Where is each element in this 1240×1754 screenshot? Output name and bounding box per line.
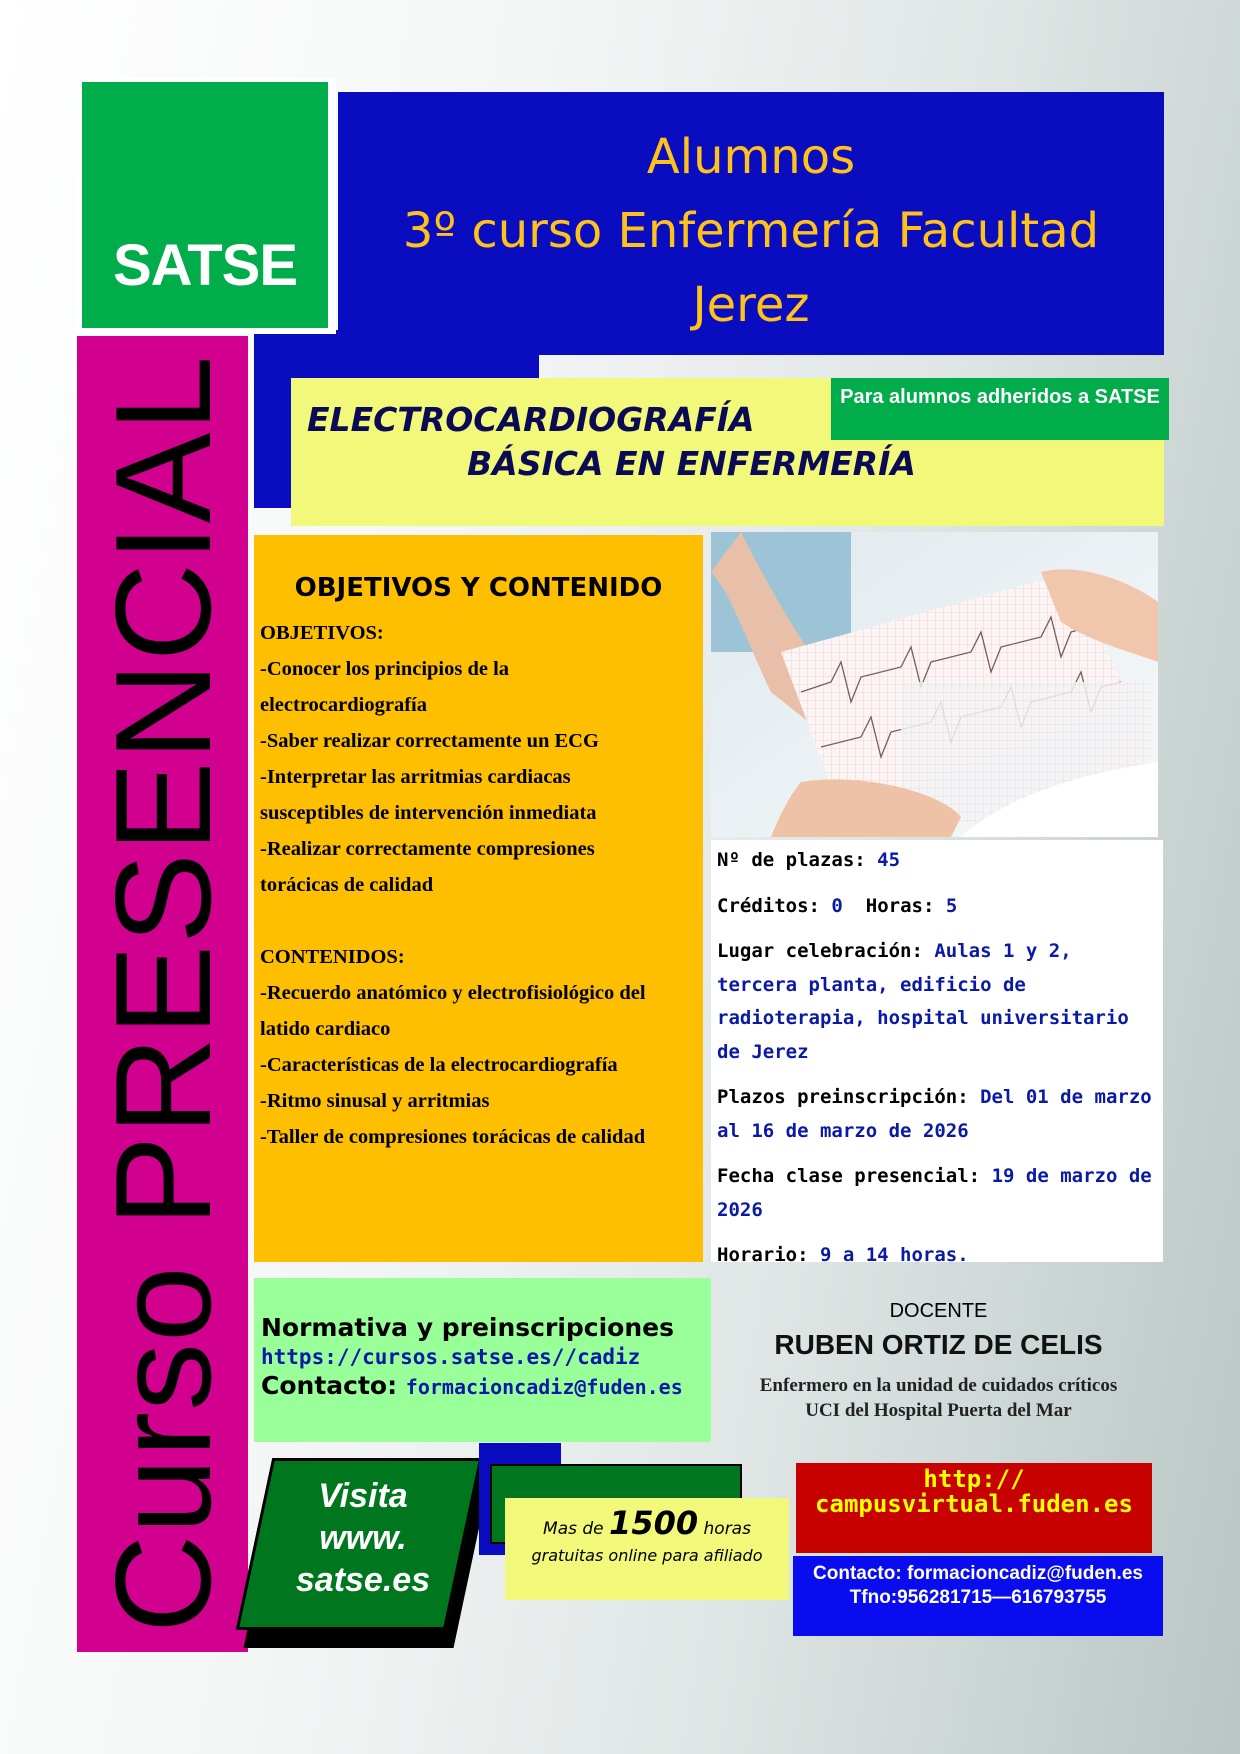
fecha-label: Fecha clase presencial — [717, 1165, 969, 1187]
horario-label: Horario — [717, 1244, 798, 1266]
free-hours-suffix: horas — [703, 1519, 751, 1539]
plazos-value: Del 01 de marzo al 16 de marzo de 2026 — [717, 1086, 1152, 1142]
header-line-2: 3º curso Enfermería Facultad — [402, 203, 1100, 259]
info-fecha: Fecha clase presencial: 19 de marzo de 2026 — [717, 1165, 1152, 1221]
side-band — [77, 336, 248, 1652]
free-hours-number: 1500 — [609, 1504, 699, 1542]
objectives-body — [260, 615, 699, 1155]
objectives-panel — [254, 535, 703, 1262]
contact-phone-line[interactable]: Tfno:956281715—616793755 — [849, 1587, 1107, 1608]
free-hours-line-1 — [505, 1504, 789, 1542]
creditos-value: 0 — [831, 894, 843, 917]
horas-label: Horas — [865, 894, 923, 917]
content-line: -Ritmo sinusal y arritmias — [260, 1090, 490, 1112]
objective-line: electrocardiografía — [260, 694, 427, 716]
info-lugar: Lugar celebración: Aulas 1 y 2, tercera planta, edificio de radioterapia, hospital universitario de Jerez — [717, 940, 1129, 1063]
contact-label: Contacto — [261, 1371, 388, 1400]
contact-email-line[interactable]: Contacto: formacioncadiz@fuden.es — [813, 1563, 1143, 1584]
header-banner — [338, 92, 1164, 355]
logo-text: SATSE — [112, 233, 298, 298]
content-line: -Taller de compresiones torácicas de calidad — [260, 1126, 646, 1148]
contact-box — [793, 1556, 1163, 1636]
plazos-label: Plazos preinscripción — [717, 1086, 958, 1108]
visit-line-1: Visita — [318, 1477, 408, 1515]
lugar-label: Lugar celebración — [717, 940, 912, 962]
campus-virtual-text — [796, 1467, 1152, 1517]
registration-title: Normativa y preinscripciones — [261, 1313, 674, 1342]
info-plazos: Plazos preinscripción: Del 01 de marzo al 16 de marzo de 2026 — [717, 1086, 1152, 1142]
content-line: -Recuerdo anatómico y electrofisiológico del — [260, 982, 646, 1004]
free-hours-promo — [505, 1498, 789, 1600]
teacher-role-line-2: UCI del Hospital Puerta del Mar — [805, 1400, 1072, 1421]
horario-value: 9 a 14 horas. — [819, 1244, 969, 1266]
header-line-1: Alumnos — [646, 129, 856, 185]
objectives-label: OBJETIVOS: — [260, 622, 384, 644]
side-label: Curso PRESENCIAL — [86, 354, 239, 1634]
horas-value: 5 — [945, 894, 958, 917]
satse-logo — [82, 82, 328, 328]
visit-line-3: satse.es — [295, 1561, 431, 1599]
teacher-role-line-1: Enfermero en la unidad de cuidados críticos — [759, 1375, 1118, 1396]
contact-email-link[interactable]: formacioncadiz@fuden.es — [405, 1375, 683, 1399]
objective-line: -Interpretar las arritmias cardiacas — [260, 766, 571, 788]
objective-line: torácicas de calidad — [260, 874, 434, 896]
registration-contact: Contacto: formacioncadiz@fuden.es — [261, 1371, 683, 1400]
course-title-line-1: ELECTROCARDIOGRAFÍA — [307, 400, 755, 439]
plazas-label: Nº de plazas — [717, 849, 855, 871]
campus-line-2: campusvirtual.fuden.es — [815, 1490, 1133, 1518]
objectives-heading: OBJETIVOS Y CONTENIDO — [294, 573, 663, 603]
visit-badge-text[interactable] — [258, 1475, 468, 1601]
info-plazas: Nº de plazas: 45 — [717, 849, 901, 871]
registration-link[interactable]: https://cursos.satse.es//cadiz — [261, 1345, 641, 1369]
objective-line: -Realizar correctamente compresiones — [260, 838, 595, 860]
registration-panel — [254, 1278, 711, 1442]
course-title-line-2: BÁSICA EN ENFERMERÍA — [467, 444, 916, 483]
members-only-badge: Para alumnos adheridos a SATSE — [831, 378, 1169, 440]
free-hours-line-2: gratuitas online para afiliado — [531, 1546, 763, 1565]
fecha-value: 19 de marzo de 2026 — [717, 1165, 1152, 1221]
campus-line-1: http:// — [923, 1465, 1025, 1493]
teacher-label: DOCENTE — [889, 1300, 988, 1322]
header-line-3: Jerez — [692, 277, 810, 333]
creditos-label: Créditos — [717, 894, 809, 917]
objective-line: susceptibles de intervención inmediata — [260, 802, 597, 824]
lugar-value: Aulas 1 y 2, tercera planta, edificio de radioterapia, hospital universitario de Jerez — [717, 940, 1129, 1063]
header-title — [338, 120, 1164, 342]
objective-line: -Conocer los principios de la — [260, 658, 510, 680]
visit-line-2: www. — [319, 1519, 407, 1557]
teacher-role — [716, 1373, 1161, 1423]
free-hours-prefix: Mas de — [543, 1519, 604, 1539]
objective-line: -Saber realizar correctamente un ECG — [260, 730, 599, 752]
course-info-panel — [711, 840, 1163, 1266]
info-horario: Horario: 9 a 14 horas. — [717, 1244, 969, 1266]
content-line: -Características de la electrocardiografía — [260, 1054, 618, 1076]
content-line: latido cardiaco — [260, 1018, 391, 1040]
info-creditos: Créditos: 0 Horas: 5 — [717, 894, 958, 917]
contents-label: CONTENIDOS: — [260, 946, 405, 968]
campus-virtual-link[interactable] — [796, 1463, 1152, 1553]
ecg-photo — [711, 532, 1158, 837]
plazas-value: 45 — [877, 849, 901, 871]
teacher-section — [716, 1300, 1161, 1423]
teacher-name: RUBEN ORTIZ DE CELIS — [774, 1329, 1103, 1360]
